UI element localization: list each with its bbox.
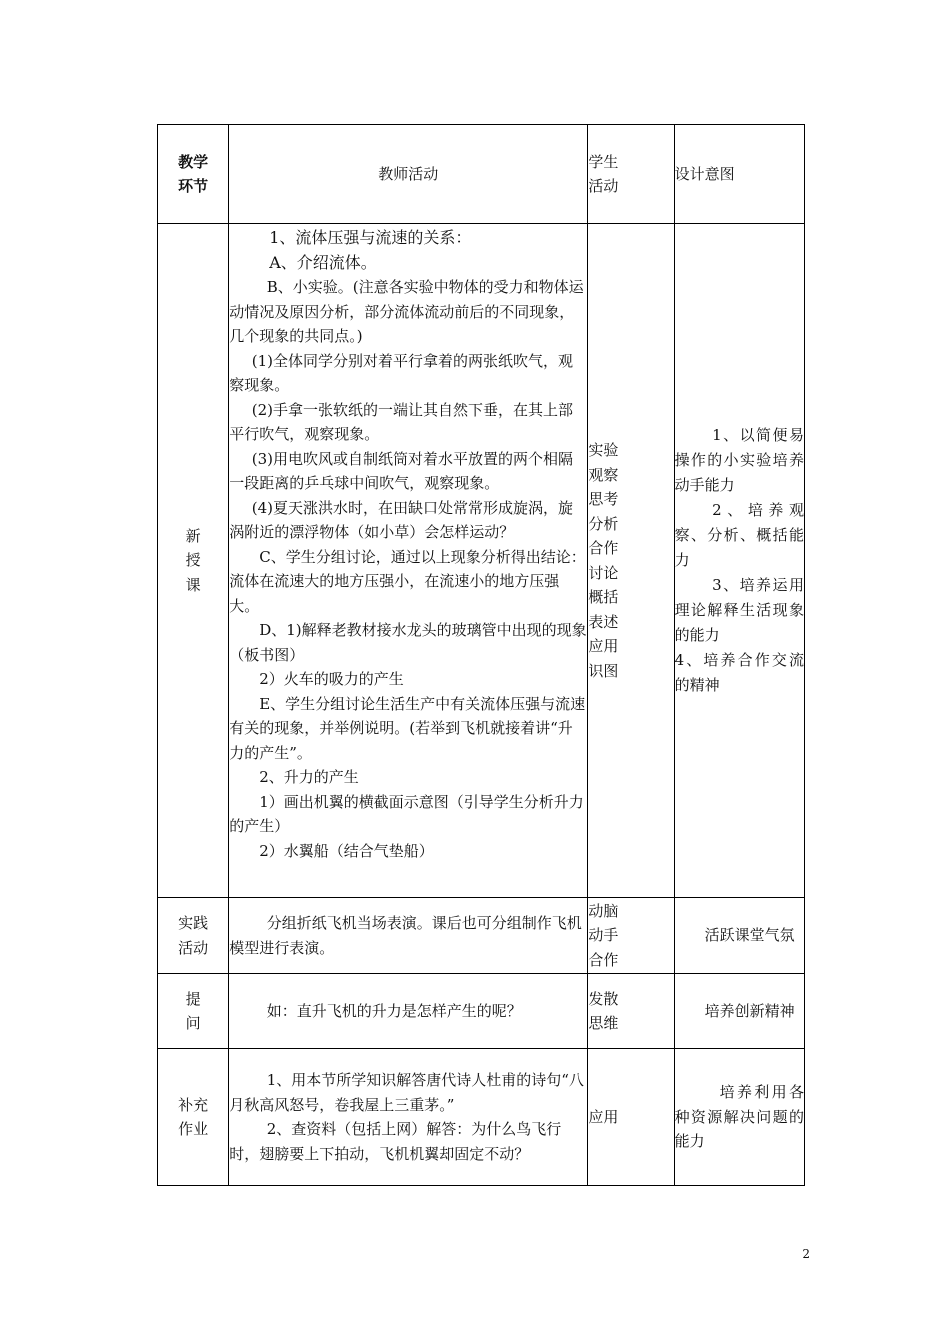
student-activity-line: 实验	[588, 441, 619, 459]
table-row-new-lesson	[158, 224, 805, 898]
teacher-paragraph: 分组折纸飞机当场表演。课后也可分组制作飞机模型进行表演。	[229, 914, 582, 957]
stage-line: 问	[185, 1014, 201, 1032]
design-paragraph: 4、培养合作交流的精神	[674, 651, 804, 694]
page-number: 2	[802, 1247, 810, 1261]
stage-line: 实践	[178, 914, 209, 932]
teacher-paragraph: 如：直升飞机的升力是怎样产生的呢？	[266, 1001, 522, 1020]
header-teacher-cell: 教师活动	[229, 125, 588, 224]
stage-line: 授	[185, 551, 201, 570]
stage-line: 提	[185, 989, 201, 1008]
teacher-paragraph: (3)用电吹风或自制纸筒对着水平放置的两个相隔一段距离的乒乓球中间吹气，观察现象。	[229, 449, 573, 492]
student-activity-line: 分析	[588, 514, 619, 533]
teacher-paragraph: 1、用本节所学知识解答唐代诗人杜甫的诗句“八月秋高风怒号，卷我屋上三重茅。”	[229, 1071, 584, 1114]
teacher-paragraph: 2）水翼船（结合气垫船）	[259, 841, 434, 860]
student-activity-line: 合作	[588, 950, 619, 969]
stage-line: 作业	[178, 1120, 209, 1138]
student-activity-line: 动手	[588, 926, 619, 945]
teacher-activity-cell	[229, 1049, 588, 1186]
teacher-paragraph: (4)夏天涨洪水时，在田缺口处常常形成旋涡，旋涡附近的漂浮物体（如小草）会怎样运动？	[229, 498, 573, 541]
teacher-paragraph: 1、流体压强与流速的关系：	[269, 228, 472, 247]
student-activity-cell	[588, 1049, 674, 1186]
header-student-line: 学生	[588, 152, 619, 171]
teacher-paragraph: 2、查资料（包括上网）解答：为什么鸟飞行时，翅膀要上下拍动，飞机机翼却固定不动？	[229, 1120, 562, 1163]
student-activity-line: 表述	[588, 612, 619, 631]
student-activity-line: 概括	[588, 588, 619, 606]
student-activity-cell	[588, 974, 674, 1049]
stage-line: 新	[185, 526, 201, 545]
teacher-paragraph: D、1)解释老教材接水龙头的玻璃管中出现的现象（板书图）	[229, 621, 587, 664]
student-activity-line: 发散	[588, 989, 619, 1008]
teacher-paragraph: A、介绍流体。	[269, 252, 377, 272]
student-activity-line: 讨论	[588, 563, 619, 582]
header-design-cell: 设计意图	[674, 125, 804, 224]
design-intent-cell	[674, 974, 804, 1049]
header-student-line: 活动	[588, 177, 619, 195]
lesson-plan-table	[157, 124, 805, 1186]
teacher-activity-cell	[229, 974, 588, 1049]
student-activity-cell	[588, 898, 674, 974]
design-paragraph: 1、以简便易操作的小实验培养动手能力	[674, 426, 804, 494]
design-intent-cell	[674, 898, 804, 974]
teacher-paragraph: 2）火车的吸力的产生	[259, 670, 404, 688]
student-activity-line: 动脑	[588, 901, 619, 920]
header-student-cell	[588, 125, 674, 224]
header-stage-cell	[158, 125, 229, 224]
design-paragraph: 活跃课堂气氛	[704, 926, 795, 945]
stage-line: 补充	[178, 1095, 209, 1114]
table-row-practice	[158, 898, 805, 974]
stage-line: 课	[185, 575, 201, 594]
header-stage-line: 教学	[178, 152, 209, 171]
student-activity-line: 思考	[588, 490, 619, 508]
teacher-paragraph: 2、升力的产生	[259, 768, 359, 786]
stage-cell	[158, 1049, 229, 1186]
teacher-paragraph: 1）画出机翼的横截面示意图（引导学生分析升力的产生）	[229, 792, 584, 835]
teacher-paragraph: C、学生分组讨论，通过以上现象分析得出结论：流体在流速大的地方压强小，在流速小的地方压强大。	[229, 547, 586, 615]
teacher-paragraph: (2)手拿一张软纸的一端让其自然下垂，在其上部平行吹气，观察现象。	[229, 400, 573, 443]
teacher-activity-cell	[229, 224, 588, 898]
table-row-homework	[158, 1049, 805, 1186]
teacher-activity-cell	[229, 898, 588, 974]
stage-line: 活动	[178, 938, 209, 957]
teacher-paragraph: E、学生分组讨论生活生产中有关流体压强与流速有关的现象，并举例说明。(若举到飞机就接着讲“升力的产生”。	[229, 694, 586, 762]
stage-cell	[158, 224, 229, 898]
table-row-question	[158, 974, 805, 1049]
teacher-paragraph: B、小实验。(注意各实验中物体的受力和物体运动情况及原因分析，部分流体流动前后的不同现象，几个现象的共同点。)	[229, 278, 584, 345]
student-activity-line: 应用	[588, 1107, 619, 1126]
student-activity-line: 观察	[588, 465, 619, 484]
table-header-row	[158, 125, 805, 224]
design-intent-cell	[674, 1049, 804, 1186]
design-paragraph: 培养创新精神	[704, 1001, 795, 1020]
student-activity-line: 识图	[588, 661, 619, 680]
stage-cell	[158, 898, 229, 974]
teacher-paragraph: (1)全体同学分别对着平行拿着的两张纸吹气，观察现象。	[229, 351, 573, 394]
header-stage-line: 环节	[178, 177, 209, 195]
student-activity-line: 应用	[588, 637, 619, 655]
design-paragraph: 培养利用各种资源解决问题的能力	[674, 1083, 804, 1151]
design-paragraph: 3、培养运用理论解释生活现象的能力	[674, 576, 804, 644]
student-activity-line: 思维	[588, 1014, 619, 1032]
design-paragraph: 2、培养观察、分析、概括能力	[674, 501, 804, 569]
student-activity-line: 合作	[588, 539, 619, 557]
stage-cell	[158, 974, 229, 1049]
student-activity-cell	[588, 224, 674, 898]
design-intent-cell	[674, 224, 804, 898]
